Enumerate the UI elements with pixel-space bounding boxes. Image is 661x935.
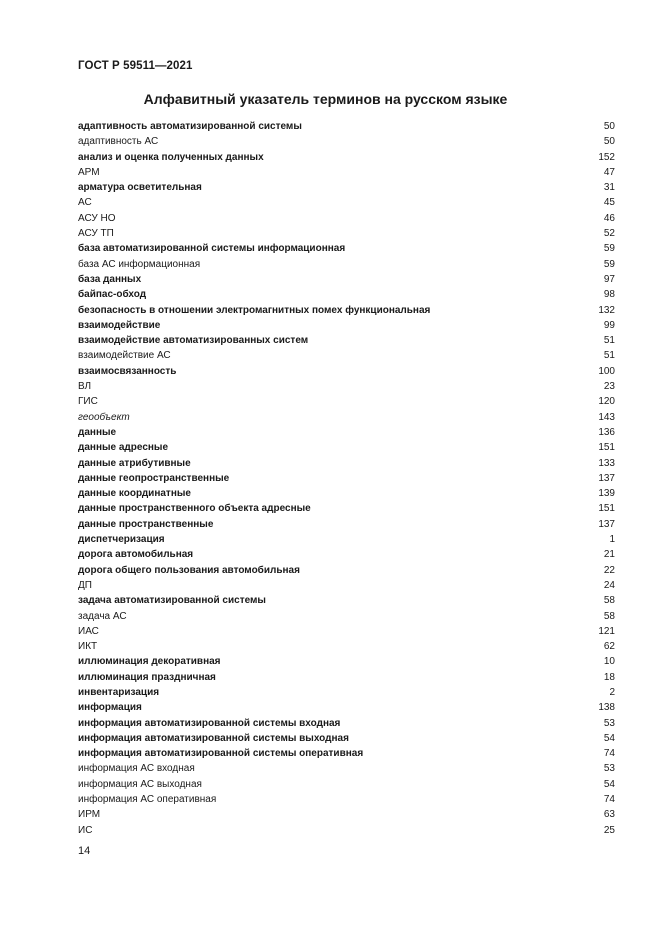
index-term: безопасность в отношении электромагнитных помех функциональная: [78, 304, 431, 316]
index-entry: [78, 532, 615, 547]
index-entry: [78, 180, 615, 195]
index-entry: [78, 257, 615, 272]
index-entry: [78, 731, 615, 746]
index-page-ref: 50: [603, 136, 615, 148]
index-page-ref: 10: [603, 656, 615, 668]
index-entry: [78, 609, 615, 624]
index-term: ИС: [78, 824, 93, 836]
index-term: информация: [78, 702, 142, 714]
index-entry: [78, 150, 615, 165]
index-entry: [78, 761, 615, 776]
index-term: дорога автомобильная: [78, 549, 194, 561]
index-entry: [78, 578, 615, 593]
index-term: задача автоматизированной системы: [78, 595, 266, 607]
index-page-ref: 47: [603, 166, 615, 178]
index-term: АСУ ТП: [78, 228, 114, 240]
index-page-ref: 62: [603, 641, 615, 653]
index-term: данные координатные: [78, 488, 191, 500]
index-page-ref: 45: [603, 197, 615, 209]
index-entry: [78, 807, 615, 822]
page-title: Алфавитный указатель терминов на русском языке: [143, 91, 508, 107]
standard-code: ГОСТ Р 59511—2021: [78, 60, 193, 72]
index-page-ref: 139: [598, 488, 615, 500]
index-page-ref: 18: [603, 671, 615, 683]
index-term: данные пространственного объекта адресные: [78, 503, 311, 515]
index-page-ref: 52: [603, 228, 615, 240]
index-page-ref: 21: [603, 549, 615, 561]
index-term: задача АС: [78, 610, 127, 622]
index-term: байпас-обход: [78, 289, 147, 301]
index-entry: [78, 823, 615, 838]
index-page-ref: 22: [603, 564, 615, 576]
index-page-ref: 151: [598, 442, 615, 454]
index-term: арматура осветительная: [78, 182, 202, 194]
index-entry: [78, 165, 615, 180]
index-term: АРМ: [78, 166, 100, 178]
index-page-ref: 97: [603, 273, 615, 285]
index-term: взаимодействие АС: [78, 350, 171, 362]
index-page-ref: 1: [609, 534, 615, 546]
index-page-ref: 2: [609, 686, 615, 698]
index-entry: [78, 134, 615, 149]
index-term: информация автоматизированной системы входная: [78, 717, 341, 729]
index-entry: [78, 318, 615, 333]
index-term: информация АС выходная: [78, 778, 202, 790]
index-page-ref: 59: [603, 243, 615, 255]
index-entry: [78, 700, 615, 715]
index-term: информация АС оперативная: [78, 794, 217, 806]
index-term: ИАС: [78, 625, 99, 637]
index-page-ref: 50: [603, 121, 615, 132]
index-entry: [78, 654, 615, 669]
index-entry: [78, 456, 615, 471]
index-term: данные: [78, 426, 117, 438]
index-term: данные адресные: [78, 442, 169, 454]
index-entry: [78, 517, 615, 532]
index-term: анализ и оценка полученных данных: [78, 151, 264, 163]
index-page-ref: 74: [603, 794, 615, 806]
index-entry: [78, 716, 615, 731]
index-term: дорога общего пользования автомобильная: [78, 564, 300, 576]
index-term: ДП: [78, 579, 92, 591]
index-term: информация автоматизированной системы выходная: [78, 732, 349, 744]
index-entry: [78, 501, 615, 516]
index-term: иллюминация праздничная: [78, 671, 216, 683]
index-page-ref: 121: [598, 625, 615, 637]
index-term: ГИС: [78, 396, 98, 408]
index-term: взаимодействие автоматизированных систем: [78, 335, 309, 347]
index-page-ref: 100: [598, 365, 615, 377]
index-entry: [78, 211, 615, 226]
index-entry: [78, 792, 615, 807]
index-term: ИРМ: [78, 809, 101, 821]
index-entry: [78, 593, 615, 608]
index-page-ref: 99: [603, 319, 615, 331]
index-page-ref: 25: [603, 824, 615, 836]
index-entry: [78, 563, 615, 578]
index-term: ИКТ: [78, 641, 98, 653]
index-page-ref: 137: [598, 518, 615, 530]
index-page-ref: 98: [603, 289, 615, 301]
index-entry: [78, 624, 615, 639]
index-entry: [78, 379, 615, 394]
index-entry: [78, 639, 615, 654]
index-term: иллюминация декоративная: [78, 656, 221, 668]
index-term: адаптивность АС: [78, 136, 159, 148]
index-term: АС: [78, 197, 92, 209]
index-entry: [78, 410, 615, 425]
index-page-ref: 24: [603, 579, 615, 591]
index-entry: [78, 547, 615, 562]
index-page-ref: 54: [603, 732, 615, 744]
index-page-ref: 51: [603, 335, 615, 347]
index-entry: [78, 348, 615, 363]
index-entry: [78, 119, 615, 134]
index-term: адаптивность автоматизированной системы: [78, 121, 302, 132]
index-entry: [78, 425, 615, 440]
index-page-ref: 58: [603, 595, 615, 607]
index-entry: [78, 670, 615, 685]
index-page-ref: 54: [603, 778, 615, 790]
index-term: инвентаризация: [78, 686, 160, 698]
index-page-ref: 152: [598, 151, 615, 163]
index-page-ref: 53: [603, 717, 615, 729]
index-term: информация АС входная: [78, 763, 195, 775]
index-term: ВЛ: [78, 381, 92, 393]
index-page-ref: 53: [603, 763, 615, 775]
index-entry: [78, 303, 615, 318]
index-term: АСУ НО: [78, 212, 116, 224]
index-page-ref: 143: [598, 411, 615, 423]
index-entry: [78, 486, 615, 501]
index-page-ref: 74: [603, 748, 615, 760]
index-entry: [78, 777, 615, 792]
index-page-ref: 133: [598, 457, 615, 469]
index-page-ref: 63: [603, 809, 615, 821]
index-page-ref: 58: [603, 610, 615, 622]
index-entry: [78, 272, 615, 287]
index-term: взаимодействие: [78, 319, 161, 331]
index-page-ref: 136: [598, 426, 615, 438]
index-term: диспетчеризация: [78, 534, 165, 546]
index-entry: [78, 241, 615, 256]
term-index: [78, 119, 615, 838]
index-entry: [78, 226, 615, 241]
index-entry: [78, 685, 615, 700]
page-number: 14: [78, 845, 91, 857]
index-page-ref: 59: [603, 258, 615, 270]
index-page-ref: 31: [603, 182, 615, 194]
index-term: информация автоматизированной системы оперативная: [78, 748, 364, 760]
index-term: данные атрибутивные: [78, 457, 191, 469]
index-page-ref: 46: [603, 212, 615, 224]
index-entry: [78, 440, 615, 455]
index-page-ref: 151: [598, 503, 615, 515]
index-page-ref: 137: [598, 472, 615, 484]
index-term: база АС информационная: [78, 258, 201, 270]
index-page-ref: 120: [598, 396, 615, 408]
index-entry: [78, 333, 615, 348]
index-page-ref: 51: [603, 350, 615, 362]
index-term: база данных: [78, 273, 142, 285]
index-entry: [78, 471, 615, 486]
index-page-ref: 138: [598, 702, 615, 714]
index-term: данные геопространственные: [78, 472, 230, 484]
index-entry: [78, 394, 615, 409]
index-term: взаимосвязанность: [78, 365, 177, 377]
index-entry: [78, 287, 615, 302]
index-page-ref: 132: [598, 304, 615, 316]
index-term: данные пространственные: [78, 518, 214, 530]
index-term: геообъект: [78, 411, 130, 423]
index-page-ref: 23: [603, 381, 615, 393]
index-entry: [78, 195, 615, 210]
index-term: база автоматизированной системы информационная: [78, 243, 346, 255]
index-entry: [78, 746, 615, 761]
index-entry: [78, 364, 615, 379]
